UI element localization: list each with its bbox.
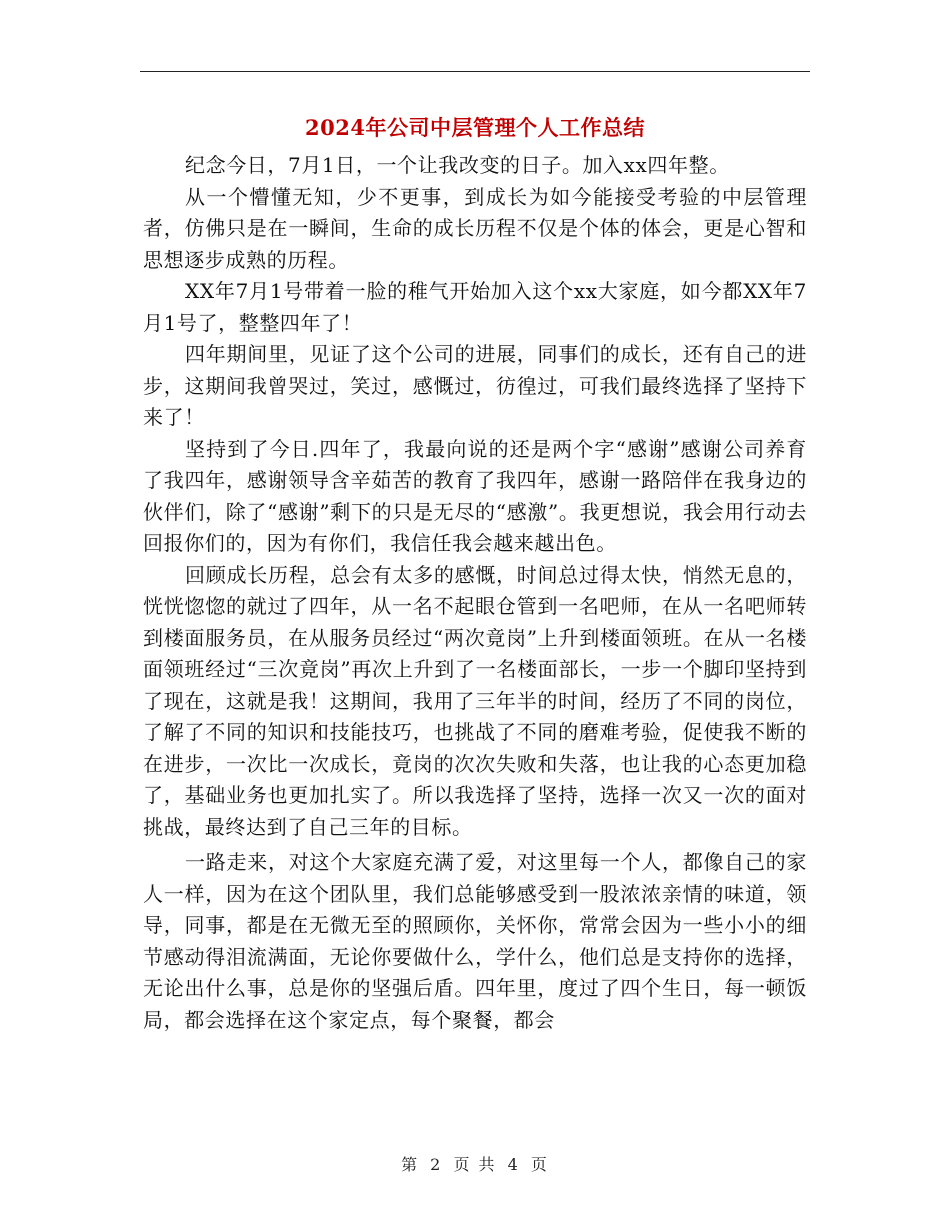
page-footer [0,1152,950,1175]
paragraph-1: 纪念今日，7月1日，一个让我改变的日子。加入xx四年整。 [185,153,730,177]
document-title: 2024年公司中层管理个人工作总结 [305,115,645,140]
paragraph-6: 回顾成长历程，总会有太多的感慨，时间总过得太快，悄然无息的，恍恍惚惚的就过了四年，从一名不起眼仓管到一名吧师，在从一名吧师转到楼面服务员，在从服务员经过“两次竟岗”上升到楼面领班。在从一名楼面领班经过“三次竟岗”再次上升到了一名楼面部长，一步一个脚印坚持到了现在，这就是我！这期间，我用了三年半的时间，经历了不同的岗位，了解了不同的知识和技能技巧，也挑战了不同的磨难考验，促使我不断的在进步，一次比一次成长，竟岗的次次失败和失落，也让我的心态更加稳了，基础业务也更加扎实了。所以我选择了坚持，选择一次又一次的面对挑战，最终达到了自己三年的目标。 [143,562,807,839]
footer-prefix: 第 [401,1155,420,1174]
paragraph-5: 坚持到了今日.四年了，我最向说的还是两个字“感谢”感谢公司养育了我四年，感谢领导含辛茹苦的教育了我四年，感谢一路陪伴在我身边的伙伴们，除了“感谢”剩下的只是无尽的“感激”。我更想说，我会用行动去回报你们的，因为有你们，我信任我会越来越出色。 [143,436,807,555]
header-rule [140,71,810,72]
paragraph-3: XX年7月1号带着一脸的稚气开始加入这个xx大家庭，如今都XX年7月1号了，整整四年了！ [143,279,807,335]
document-body [143,150,807,1036]
footer-mid: 页 共 [453,1155,497,1174]
paragraph-7: 一路走来，对这个大家庭充满了爱，对这里每一个人，都像自己的家人一样，因为在这个团队里，我们总能够感受到一股浓浓亲情的味道，领导，同事，都是在无微无至的照顾你，关怀你，常常会因为一些小小的细节感动得泪流满面，无论你要做什么，学什么，他们总是支持你的选择，无论出什么事，总是你的坚强后盾。四年里，度过了四个生日，每一顿饭局，都会选择在这个家定点，每个聚餐，都会 [143,850,807,1032]
footer-suffix: 页 [530,1155,549,1174]
paragraph-4: 四年期间里，见证了这个公司的进展，同事们的成长，还有自己的进步，这期间我曾哭过，笑过，感慨过，彷徨过，可我们最终选择了坚持下来了！ [143,342,807,429]
paragraph-2: 从一个懵懂无知，少不更事，到成长为如今能接受考验的中层管理者，仿佛只是在一瞬间，生命的成长历程不仅是个体的体会，更是心智和思想逐步成熟的历程。 [143,184,807,272]
footer-page-total: 4 [507,1155,520,1174]
footer-page-current: 2 [430,1155,443,1174]
